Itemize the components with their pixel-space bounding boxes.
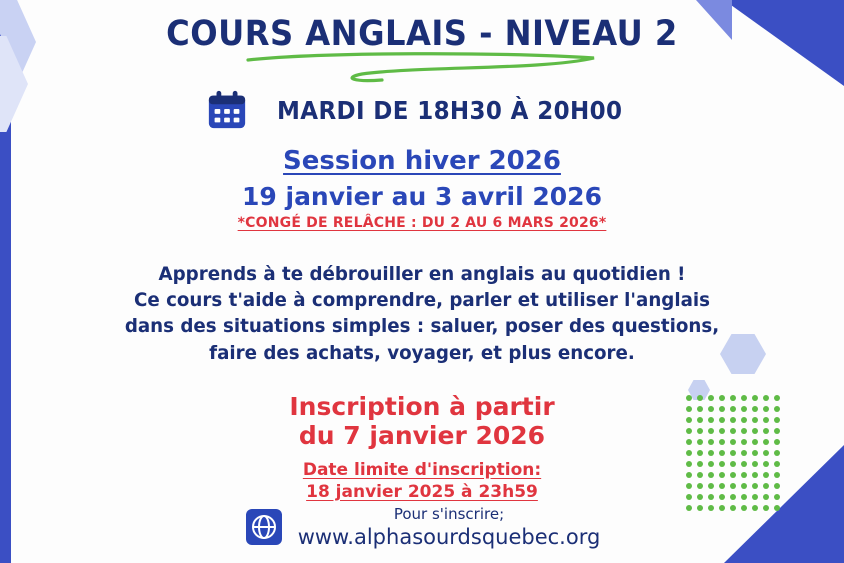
break-note: *CONGÉ DE RELÂCHE : DU 2 AU 6 MARS 2026* (237, 215, 607, 231)
page-title: COURS ANGLAIS - NIVEAU 2 (166, 14, 678, 54)
schedule-row (0, 88, 844, 132)
footer-prompt: Pour s'inscrire; (393, 505, 505, 523)
description-line-2: Ce cours t'aide à comprendre, parler et utiliser l'anglais dans des situations simples : saluer, poser des questions, faire des achats, voyager, et plus encore. (124, 289, 720, 364)
footer-text (298, 505, 601, 549)
session-dates: 19 janvier au 3 avril 2026 (242, 182, 602, 211)
session-label: Session hiver 2026 (283, 146, 561, 176)
deadline-label: Date limite d'inscription: (302, 459, 542, 480)
description-line-1: Apprends à te débrouiller en anglais au quotidien ! (158, 263, 686, 285)
registration-line-1: Inscription à partir (289, 391, 555, 421)
footer-url[interactable]: www.alphasourdsquebec.org (297, 525, 601, 549)
schedule-text: MARDI DE 18H30 À 20H00 (277, 95, 623, 125)
underline-swoosh-decoration (242, 50, 602, 84)
description-block (115, 261, 729, 366)
globe-icon (244, 507, 284, 547)
deadline-block (0, 459, 844, 503)
calendar-icon (206, 88, 248, 132)
deadline-value: 18 janvier 2025 à 23h59 (306, 481, 538, 502)
registration-block (0, 392, 844, 451)
footer (0, 505, 844, 549)
registration-line-2: du 7 janvier 2026 (298, 421, 546, 451)
